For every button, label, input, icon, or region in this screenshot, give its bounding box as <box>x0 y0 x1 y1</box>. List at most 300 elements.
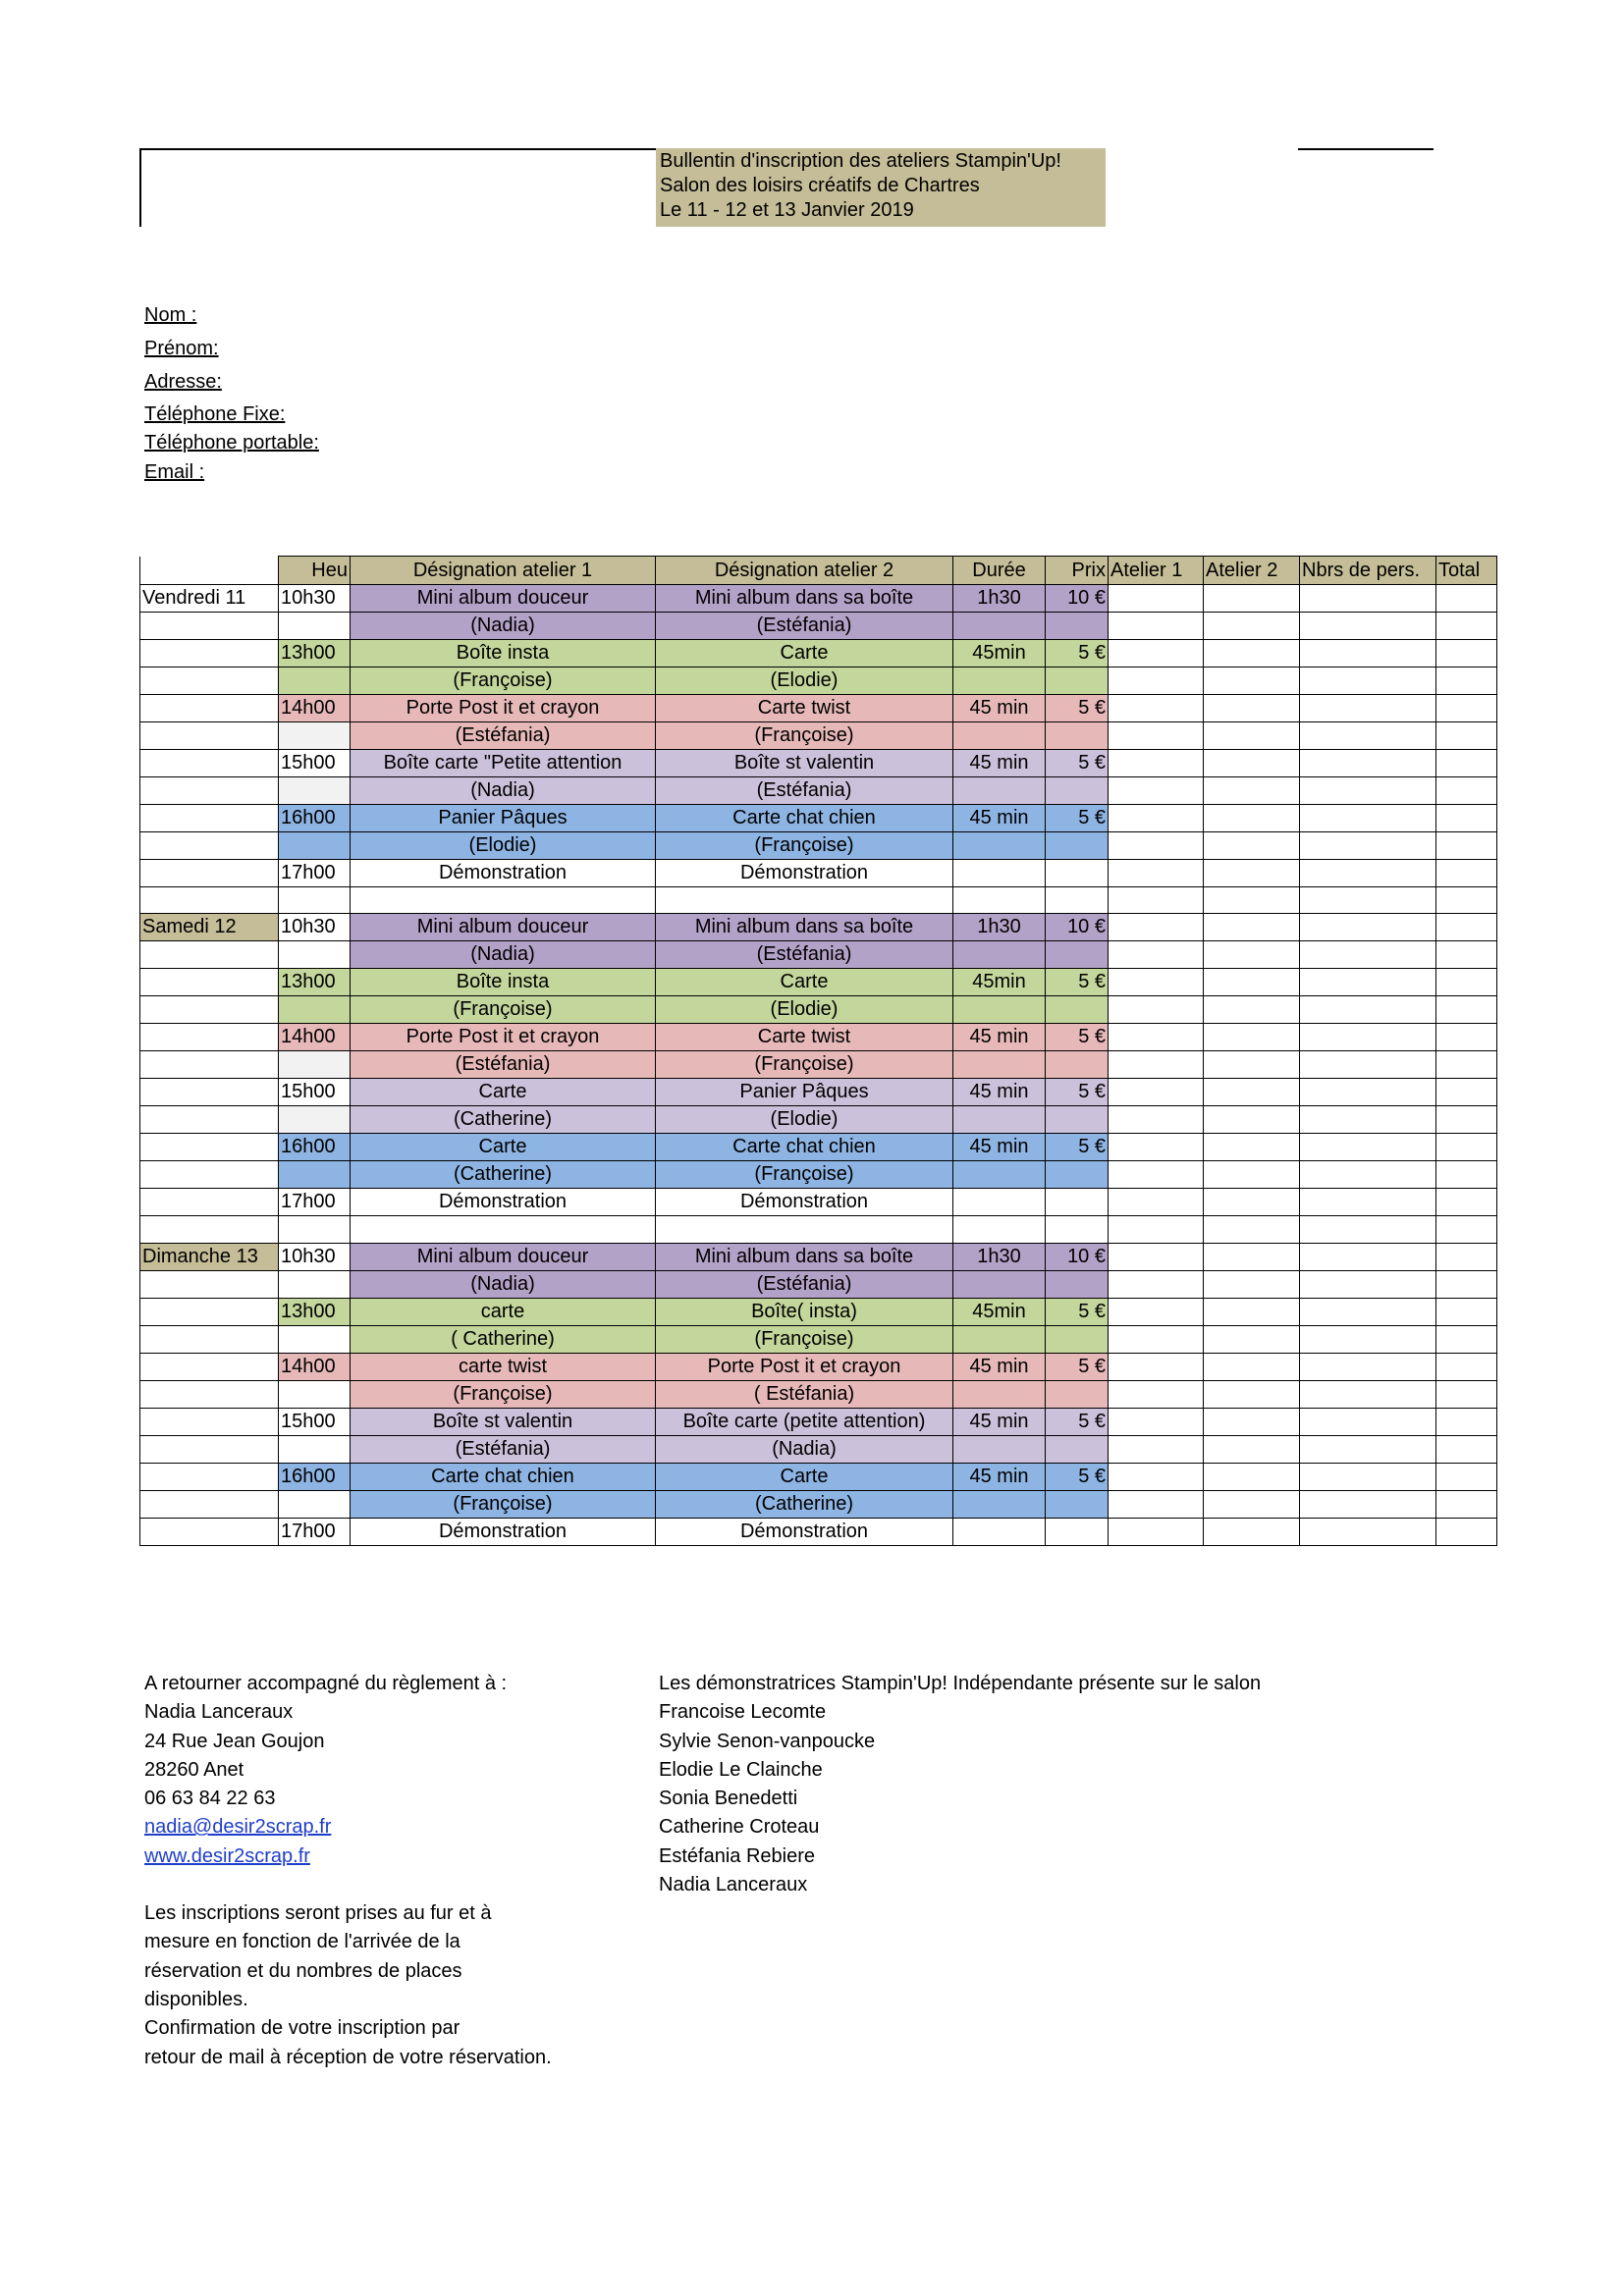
choice-atelier2-cell[interactable] <box>1204 887 1300 914</box>
choice-atelier2-cell[interactable] <box>1204 1134 1300 1161</box>
table-row <box>140 777 1497 805</box>
price-cell <box>1046 1270 1109 1298</box>
price-cell <box>1046 1189 1109 1216</box>
atelier1-cell <box>351 887 656 914</box>
choice-atelier2-cell[interactable] <box>1204 996 1300 1024</box>
atelier2-cell: Démonstration <box>656 860 953 887</box>
people-count-cell[interactable] <box>1300 887 1436 914</box>
choice-atelier2-cell[interactable] <box>1204 1106 1300 1134</box>
field-adresse: Adresse: <box>144 371 222 393</box>
table-row <box>140 1270 1497 1298</box>
total-cell[interactable] <box>1436 914 1497 941</box>
people-count-cell[interactable] <box>1300 1161 1436 1189</box>
total-cell[interactable] <box>1436 1463 1497 1490</box>
choice-atelier1-cell[interactable] <box>1109 1079 1204 1106</box>
price-cell <box>1046 1325 1109 1353</box>
choice-atelier2-cell[interactable] <box>1204 1216 1300 1243</box>
choice-atelier2-cell[interactable] <box>1204 1161 1300 1189</box>
duration-cell <box>953 1270 1046 1298</box>
price-cell: 5 € <box>1046 1079 1109 1106</box>
atelier1-cell: Carte <box>351 1079 656 1106</box>
table-row <box>140 1243 1497 1270</box>
atelier1-cell: (Françoise) <box>351 667 656 695</box>
total-cell[interactable] <box>1436 585 1497 613</box>
choice-atelier2-cell[interactable] <box>1204 832 1300 860</box>
choice-atelier1-cell[interactable] <box>1109 1408 1204 1435</box>
price-cell <box>1046 996 1109 1024</box>
demonstrator-name: Estéfania Rebiere <box>659 1844 815 1867</box>
contact-street: 24 Rue Jean Goujon <box>144 1730 325 1752</box>
website-link[interactable]: www.desir2scrap.fr <box>144 1844 310 1867</box>
demonstrators-heading: Les démonstratrices Stampin'Up! Indépendante présente sur le salon <box>659 1673 1262 1694</box>
people-count-cell[interactable] <box>1300 1463 1436 1490</box>
people-count-cell[interactable] <box>1300 996 1436 1024</box>
table-row <box>140 613 1497 640</box>
day-cell <box>140 887 279 914</box>
table-row <box>140 832 1497 860</box>
choice-atelier2-cell[interactable] <box>1204 805 1300 832</box>
price-cell <box>1046 1161 1109 1189</box>
price-cell <box>1046 613 1109 640</box>
choice-atelier2-cell[interactable] <box>1204 914 1300 941</box>
price-cell: 10 € <box>1046 1243 1109 1270</box>
day-cell <box>140 1051 279 1079</box>
hour-cell <box>279 1106 351 1134</box>
total-cell[interactable] <box>1436 1079 1497 1106</box>
demonstrator-name: Sonia Benedetti <box>659 1788 798 1810</box>
atelier1-cell: (Françoise) <box>351 996 656 1024</box>
note-line-3: réservation et du nombres de places <box>144 1959 462 1982</box>
total-cell[interactable] <box>1436 1353 1497 1380</box>
people-count-cell[interactable] <box>1300 1189 1436 1216</box>
price-cell: 10 € <box>1046 585 1109 613</box>
people-count-cell[interactable] <box>1300 722 1436 750</box>
choice-atelier1-cell[interactable] <box>1109 887 1204 914</box>
header-cell-choice-atelier2: Atelier 2 <box>1204 557 1300 585</box>
atelier1-cell: Mini album douceur <box>351 1243 656 1270</box>
total-cell[interactable] <box>1436 1106 1497 1134</box>
note-line-4: disponibles. <box>144 1988 248 2010</box>
choice-atelier2-cell[interactable] <box>1204 1024 1300 1051</box>
title-box <box>656 148 1106 227</box>
table-row <box>140 1380 1497 1408</box>
atelier1-cell: (Nadia) <box>351 613 656 640</box>
choice-atelier1-cell[interactable] <box>1109 1161 1204 1189</box>
total-cell[interactable] <box>1436 1408 1497 1435</box>
choice-atelier1-cell[interactable] <box>1109 1353 1204 1380</box>
people-count-cell[interactable] <box>1300 1518 1436 1545</box>
total-cell[interactable] <box>1436 1298 1497 1325</box>
people-count-cell[interactable] <box>1300 1325 1436 1353</box>
table-row <box>140 1024 1497 1051</box>
atelier1-cell: Carte chat chien <box>351 1463 656 1490</box>
atelier1-cell: (Françoise) <box>351 1380 656 1408</box>
hour-cell: 10h30 <box>279 1243 351 1270</box>
atelier2-cell: Mini album dans sa boîte <box>656 914 953 941</box>
people-count-cell[interactable] <box>1300 805 1436 832</box>
table-row <box>140 1134 1497 1161</box>
table-row <box>140 722 1497 750</box>
atelier2-cell: (Estéfania) <box>656 777 953 805</box>
hour-cell <box>279 1380 351 1408</box>
atelier2-cell: Carte twist <box>656 1024 953 1051</box>
choice-atelier2-cell[interactable] <box>1204 750 1300 777</box>
table-row <box>140 914 1497 941</box>
total-cell[interactable] <box>1436 805 1497 832</box>
hour-cell: 17h00 <box>279 1518 351 1545</box>
atelier2-cell: (Elodie) <box>656 996 953 1024</box>
choice-atelier2-cell[interactable] <box>1204 1270 1300 1298</box>
header-cell-nbrs-pers: Nbrs de pers. <box>1300 557 1436 585</box>
atelier2-cell: Carte <box>656 640 953 667</box>
atelier2-cell: Carte chat chien <box>656 1134 953 1161</box>
hour-cell: 16h00 <box>279 1134 351 1161</box>
duration-cell: 45 min <box>953 1463 1046 1490</box>
people-count-cell[interactable] <box>1300 640 1436 667</box>
total-cell[interactable] <box>1436 1161 1497 1189</box>
total-cell[interactable] <box>1436 996 1497 1024</box>
choice-atelier2-cell[interactable] <box>1204 667 1300 695</box>
atelier1-cell: (Estéfania) <box>351 1051 656 1079</box>
total-cell[interactable] <box>1436 1518 1497 1545</box>
choice-atelier2-cell[interactable] <box>1204 1298 1300 1325</box>
hour-cell <box>279 887 351 914</box>
hour-cell: 10h30 <box>279 914 351 941</box>
duration-cell <box>953 996 1046 1024</box>
total-cell[interactable] <box>1436 1243 1497 1270</box>
choice-atelier2-cell[interactable] <box>1204 695 1300 722</box>
total-cell[interactable] <box>1436 1216 1497 1243</box>
price-cell <box>1046 941 1109 969</box>
price-cell: 5 € <box>1046 805 1109 832</box>
hour-cell <box>279 1216 351 1243</box>
choice-atelier2-cell[interactable] <box>1204 1353 1300 1380</box>
duration-cell <box>953 1161 1046 1189</box>
hour-cell: 10h30 <box>279 585 351 613</box>
header-cell-day <box>140 557 279 585</box>
atelier1-cell <box>351 1216 656 1243</box>
note-line-6: retour de mail à réception de votre réservation. <box>144 2046 552 2068</box>
total-cell[interactable] <box>1436 695 1497 722</box>
total-cell[interactable] <box>1436 1189 1497 1216</box>
duration-cell: 45 min <box>953 805 1046 832</box>
choice-atelier2-cell[interactable] <box>1204 1079 1300 1106</box>
atelier2-cell: (Elodie) <box>656 1106 953 1134</box>
choice-atelier2-cell[interactable] <box>1204 1518 1300 1545</box>
choice-atelier1-cell[interactable] <box>1109 1243 1204 1270</box>
people-count-cell[interactable] <box>1300 969 1436 996</box>
header-cell-duree: Durée <box>953 557 1046 585</box>
table-row <box>140 887 1497 914</box>
price-cell <box>1046 667 1109 695</box>
people-count-cell[interactable] <box>1300 695 1436 722</box>
total-cell[interactable] <box>1436 1490 1497 1518</box>
choice-atelier2-cell[interactable] <box>1204 1380 1300 1408</box>
hour-cell: 13h00 <box>279 1298 351 1325</box>
price-cell: 5 € <box>1046 640 1109 667</box>
total-cell[interactable] <box>1436 832 1497 860</box>
choice-atelier2-cell[interactable] <box>1204 1490 1300 1518</box>
duration-cell: 45 min <box>953 1079 1046 1106</box>
people-count-cell[interactable] <box>1300 585 1436 613</box>
footer-right <box>659 1670 1261 1899</box>
price-cell: 5 € <box>1046 1463 1109 1490</box>
total-cell[interactable] <box>1436 1325 1497 1353</box>
day-cell <box>140 1079 279 1106</box>
atelier2-cell: Mini album dans sa boîte <box>656 1243 953 1270</box>
people-count-cell[interactable] <box>1300 1490 1436 1518</box>
atelier1-cell: carte twist <box>351 1353 656 1380</box>
day-cell <box>140 1518 279 1545</box>
choice-atelier1-cell[interactable] <box>1109 777 1204 805</box>
total-cell[interactable] <box>1436 969 1497 996</box>
choice-atelier1-cell[interactable] <box>1109 1216 1204 1243</box>
choice-atelier2-cell[interactable] <box>1204 722 1300 750</box>
atelier2-cell: Carte chat chien <box>656 805 953 832</box>
total-cell[interactable] <box>1436 1270 1497 1298</box>
choice-atelier1-cell[interactable] <box>1109 722 1204 750</box>
table-row <box>140 1079 1497 1106</box>
atelier1-cell: Mini album douceur <box>351 914 656 941</box>
total-cell[interactable] <box>1436 1134 1497 1161</box>
duration-cell: 1h30 <box>953 914 1046 941</box>
choice-atelier1-cell[interactable] <box>1109 1380 1204 1408</box>
people-count-cell[interactable] <box>1300 1270 1436 1298</box>
price-cell <box>1046 1106 1109 1134</box>
hour-cell <box>279 941 351 969</box>
total-cell[interactable] <box>1436 860 1497 887</box>
day-cell <box>140 722 279 750</box>
duration-cell <box>953 1435 1046 1463</box>
choice-atelier1-cell[interactable] <box>1109 667 1204 695</box>
duration-cell <box>953 860 1046 887</box>
choice-atelier2-cell[interactable] <box>1204 1243 1300 1270</box>
day-cell <box>140 1380 279 1408</box>
people-count-cell[interactable] <box>1300 1408 1436 1435</box>
people-count-cell[interactable] <box>1300 1134 1436 1161</box>
day-cell <box>140 1435 279 1463</box>
people-count-cell[interactable] <box>1300 1216 1436 1243</box>
table-row <box>140 667 1497 695</box>
choice-atelier1-cell[interactable] <box>1109 750 1204 777</box>
table-row <box>140 1518 1497 1545</box>
day-cell <box>140 969 279 996</box>
total-cell[interactable] <box>1436 777 1497 805</box>
atelier1-cell: (Estéfania) <box>351 722 656 750</box>
people-count-cell[interactable] <box>1300 1353 1436 1380</box>
choice-atelier1-cell[interactable] <box>1109 695 1204 722</box>
total-cell[interactable] <box>1436 887 1497 914</box>
people-count-cell[interactable] <box>1300 914 1436 941</box>
table-row <box>140 1106 1497 1134</box>
atelier1-cell: Démonstration <box>351 860 656 887</box>
duration-cell <box>953 667 1046 695</box>
duration-cell: 45min <box>953 640 1046 667</box>
choice-atelier2-cell[interactable] <box>1204 1051 1300 1079</box>
choice-atelier1-cell[interactable] <box>1109 1134 1204 1161</box>
duration-cell <box>953 1189 1046 1216</box>
price-cell <box>1046 1051 1109 1079</box>
day-cell: Vendredi 11 <box>140 585 279 613</box>
atelier1-cell: (Nadia) <box>351 1270 656 1298</box>
people-count-cell[interactable] <box>1300 1298 1436 1325</box>
atelier1-cell: Boîte st valentin <box>351 1408 656 1435</box>
table-row <box>140 1435 1497 1463</box>
hour-cell: 17h00 <box>279 860 351 887</box>
choice-atelier1-cell[interactable] <box>1109 1106 1204 1134</box>
people-count-cell[interactable] <box>1300 860 1436 887</box>
day-cell <box>140 1490 279 1518</box>
people-count-cell[interactable] <box>1300 777 1436 805</box>
day-cell <box>140 996 279 1024</box>
people-count-cell[interactable] <box>1300 1380 1436 1408</box>
duration-cell <box>953 832 1046 860</box>
choice-atelier2-cell[interactable] <box>1204 969 1300 996</box>
title-line-1: Bullentin d'inscription des ateliers Stampin'Up! <box>660 150 1061 172</box>
people-count-cell[interactable] <box>1300 1079 1436 1106</box>
choice-atelier2-cell[interactable] <box>1204 1435 1300 1463</box>
day-cell <box>140 1161 279 1189</box>
choice-atelier1-cell[interactable] <box>1109 914 1204 941</box>
total-cell[interactable] <box>1436 941 1497 969</box>
choice-atelier1-cell[interactable] <box>1109 1325 1204 1353</box>
price-cell: 5 € <box>1046 1353 1109 1380</box>
day-cell <box>140 1189 279 1216</box>
hour-cell: 13h00 <box>279 640 351 667</box>
total-cell[interactable] <box>1436 750 1497 777</box>
field-email: Email : <box>144 461 205 483</box>
people-count-cell[interactable] <box>1300 1024 1436 1051</box>
choice-atelier1-cell[interactable] <box>1109 613 1204 640</box>
choice-atelier1-cell[interactable] <box>1109 585 1204 613</box>
duration-cell: 45 min <box>953 750 1046 777</box>
people-count-cell[interactable] <box>1300 1243 1436 1270</box>
people-count-cell[interactable] <box>1300 1435 1436 1463</box>
choice-atelier2-cell[interactable] <box>1204 585 1300 613</box>
header-cell-total: Total <box>1436 557 1497 585</box>
total-cell[interactable] <box>1436 640 1497 667</box>
total-cell[interactable] <box>1436 1024 1497 1051</box>
duration-cell <box>953 1325 1046 1353</box>
choice-atelier1-cell[interactable] <box>1109 640 1204 667</box>
price-cell <box>1046 832 1109 860</box>
note-line-1: Les inscriptions seront prises au fur et à <box>144 1902 492 1925</box>
table-row <box>140 1161 1497 1189</box>
atelier2-cell: Démonstration <box>656 1518 953 1545</box>
atelier1-cell: (Catherine) <box>351 1106 656 1134</box>
choice-atelier1-cell[interactable] <box>1109 1298 1204 1325</box>
note-line-2: mesure en fonction de l'arrivée de la <box>144 1931 460 1953</box>
choice-atelier1-cell[interactable] <box>1109 969 1204 996</box>
atelier1-cell: (Françoise) <box>351 1490 656 1518</box>
day-cell <box>140 667 279 695</box>
table-row <box>140 996 1497 1024</box>
choice-atelier2-cell[interactable] <box>1204 777 1300 805</box>
choice-atelier2-cell[interactable] <box>1204 1408 1300 1435</box>
total-cell[interactable] <box>1436 613 1497 640</box>
atelier1-cell: Carte <box>351 1134 656 1161</box>
choice-atelier1-cell[interactable] <box>1109 1189 1204 1216</box>
choice-atelier2-cell[interactable] <box>1204 1189 1300 1216</box>
total-cell[interactable] <box>1436 722 1497 750</box>
hour-cell <box>279 1161 351 1189</box>
choice-atelier1-cell[interactable] <box>1109 1270 1204 1298</box>
price-cell: 5 € <box>1046 750 1109 777</box>
choice-atelier1-cell[interactable] <box>1109 1024 1204 1051</box>
choice-atelier2-cell[interactable] <box>1204 1463 1300 1490</box>
people-count-cell[interactable] <box>1300 832 1436 860</box>
choice-atelier2-cell[interactable] <box>1204 613 1300 640</box>
choice-atelier1-cell[interactable] <box>1109 805 1204 832</box>
hour-cell <box>279 1435 351 1463</box>
atelier2-cell: Démonstration <box>656 1189 953 1216</box>
hour-cell <box>279 1490 351 1518</box>
total-cell[interactable] <box>1436 1051 1497 1079</box>
table-header-row <box>140 557 1497 585</box>
choice-atelier1-cell[interactable] <box>1109 1051 1204 1079</box>
choice-atelier1-cell[interactable] <box>1109 996 1204 1024</box>
people-count-cell[interactable] <box>1300 1051 1436 1079</box>
choice-atelier1-cell[interactable] <box>1109 1490 1204 1518</box>
atelier2-cell: (Catherine) <box>656 1490 953 1518</box>
total-cell[interactable] <box>1436 1435 1497 1463</box>
people-count-cell[interactable] <box>1300 667 1436 695</box>
atelier2-cell: (Françoise) <box>656 1051 953 1079</box>
choice-atelier2-cell[interactable] <box>1204 941 1300 969</box>
choice-atelier1-cell[interactable] <box>1109 832 1204 860</box>
atelier2-cell: Boîte st valentin <box>656 750 953 777</box>
choice-atelier2-cell[interactable] <box>1204 860 1300 887</box>
table-row <box>140 860 1497 887</box>
people-count-cell[interactable] <box>1300 1106 1436 1134</box>
hour-cell <box>279 996 351 1024</box>
price-cell: 5 € <box>1046 695 1109 722</box>
table-row <box>140 1463 1497 1490</box>
atelier1-cell: (Catherine) <box>351 1161 656 1189</box>
total-cell[interactable] <box>1436 667 1497 695</box>
atelier2-cell: Carte <box>656 1463 953 1490</box>
choice-atelier1-cell[interactable] <box>1109 1463 1204 1490</box>
atelier1-cell: ( Catherine) <box>351 1325 656 1353</box>
choice-atelier1-cell[interactable] <box>1109 941 1204 969</box>
hour-cell: 15h00 <box>279 1408 351 1435</box>
choice-atelier2-cell[interactable] <box>1204 1325 1300 1353</box>
people-count-cell[interactable] <box>1300 750 1436 777</box>
price-cell: 5 € <box>1046 1134 1109 1161</box>
atelier2-cell: (Françoise) <box>656 1325 953 1353</box>
atelier2-cell: Carte twist <box>656 695 953 722</box>
people-count-cell[interactable] <box>1300 941 1436 969</box>
header-cell-atelier1: Désignation atelier 1 <box>351 557 656 585</box>
hour-cell <box>279 832 351 860</box>
choice-atelier1-cell[interactable] <box>1109 860 1204 887</box>
price-cell: 5 € <box>1046 969 1109 996</box>
spacer <box>144 1871 552 1899</box>
duration-cell: 45 min <box>953 1408 1046 1435</box>
price-cell: 5 € <box>1046 1024 1109 1051</box>
hour-cell: 16h00 <box>279 805 351 832</box>
duration-cell: 1h30 <box>953 585 1046 613</box>
total-cell[interactable] <box>1436 1380 1497 1408</box>
contact-email-link[interactable]: nadia@desir2scrap.fr <box>144 1816 332 1839</box>
atelier2-cell: (Françoise) <box>656 832 953 860</box>
field-telephone-portable: Téléphone portable: <box>144 432 319 454</box>
atelier2-cell: (Estéfania) <box>656 941 953 969</box>
choice-atelier1-cell[interactable] <box>1109 1435 1204 1463</box>
people-count-cell[interactable] <box>1300 613 1436 640</box>
choice-atelier1-cell[interactable] <box>1109 1518 1204 1545</box>
choice-atelier2-cell[interactable] <box>1204 640 1300 667</box>
